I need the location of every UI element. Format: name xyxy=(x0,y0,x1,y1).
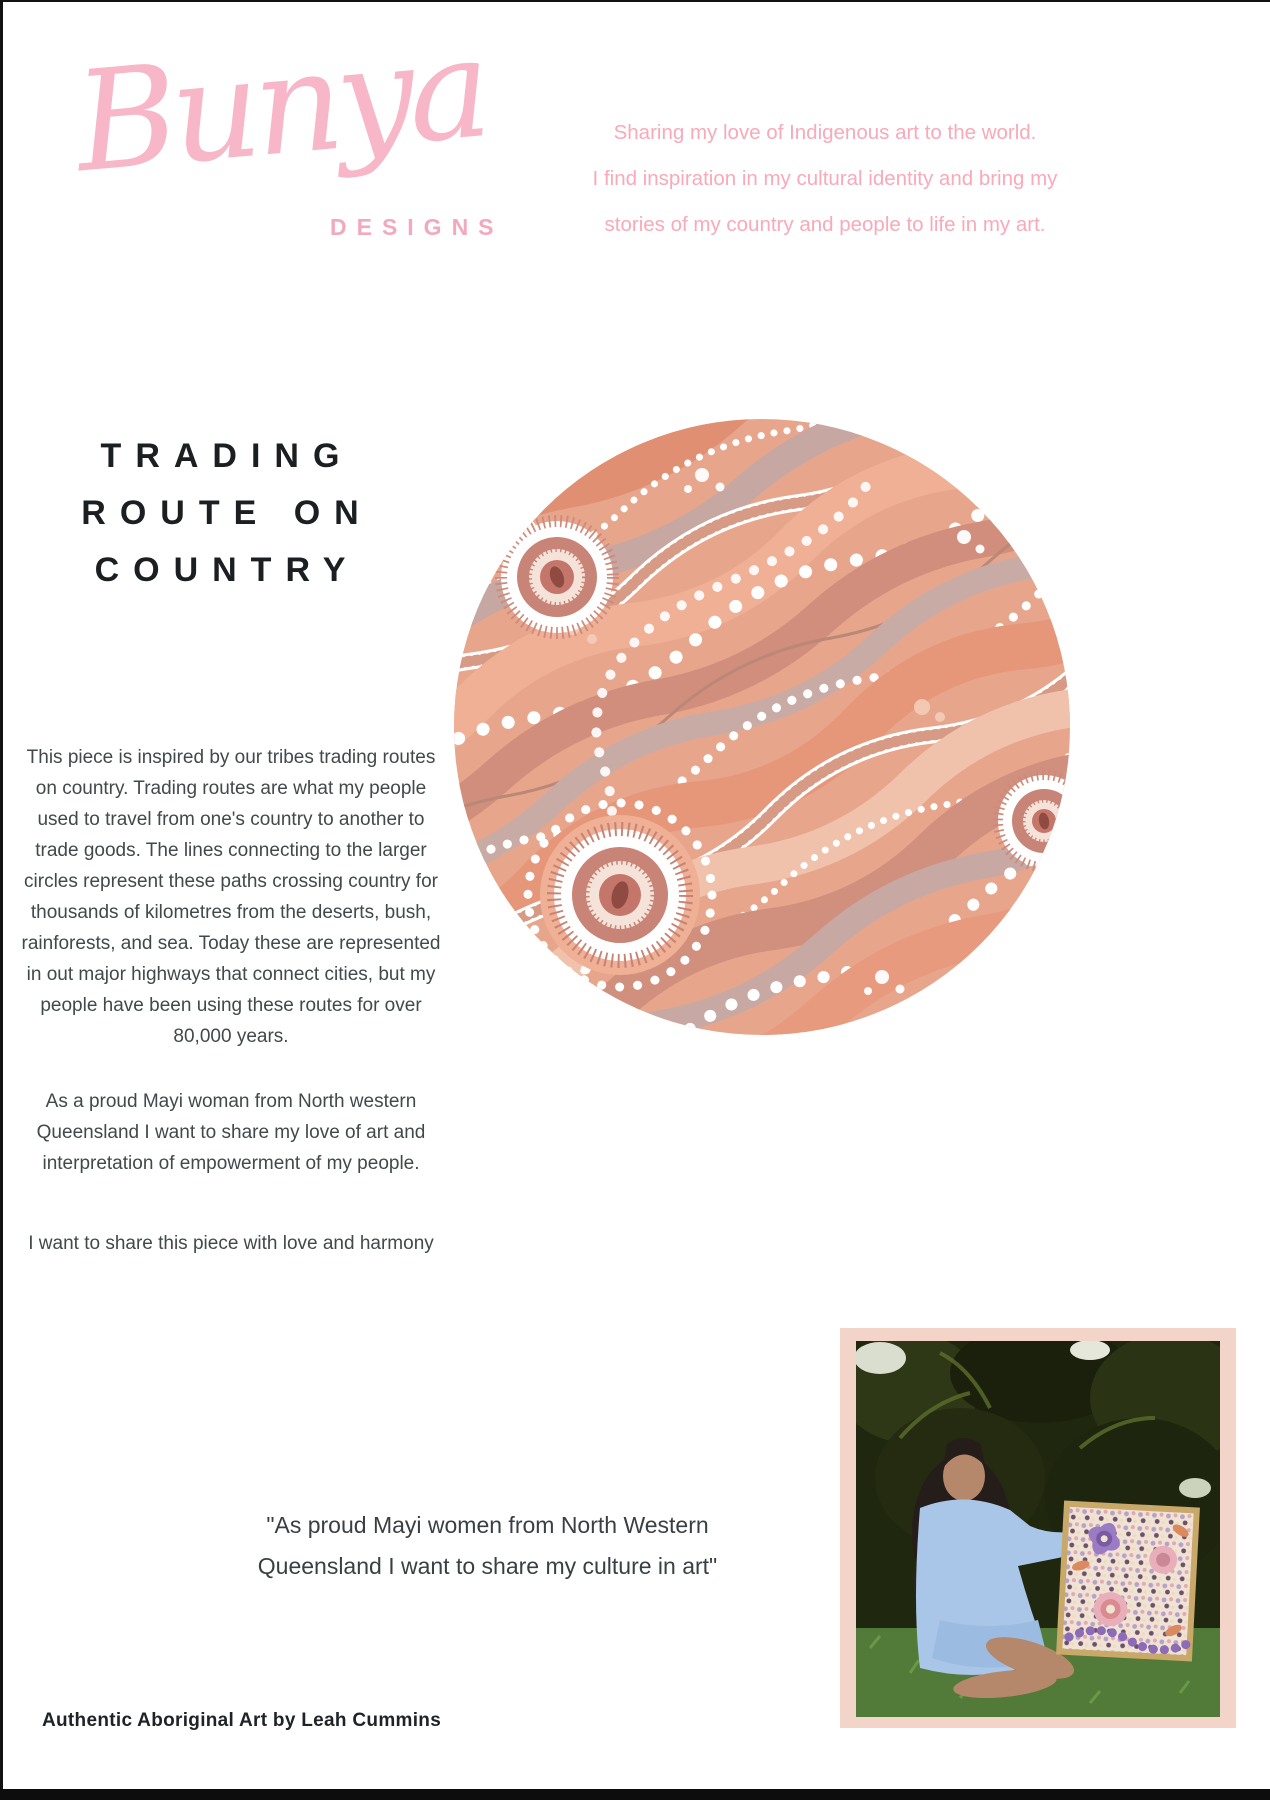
brand-logo: Bunya xyxy=(69,7,492,204)
artist-photo xyxy=(840,1328,1236,1728)
page-title-line: ROUTE ON xyxy=(81,494,373,532)
article-paragraph-1: This piece is inspired by our tribes trading routes on country. Trading routes are what my people used to travel from one's country to another to trade goods. The lines connecting to the larger circles represent these paths crossing country for thousands of kilometres from the deserts, bush, rainforests, and sea. Today these are represented in out major highways that connect cities, but my people have been using these routes for over 80,000 years. xyxy=(21,747,441,1047)
top-border-line xyxy=(0,0,1270,2)
artwork-image xyxy=(452,417,1072,1037)
circular-dot-painting xyxy=(452,417,1072,1037)
left-border-line xyxy=(0,0,3,1800)
bottom-black-bar xyxy=(0,1789,1270,1800)
artist-quote: "As proud Mayi women from North Western Queensland I want to share my culture in art" xyxy=(257,1512,718,1579)
page-title-line: TRADING xyxy=(100,437,354,475)
brand-tagline xyxy=(565,110,1085,248)
page-title xyxy=(60,428,394,599)
article-paragraph-2: As a proud Mayi woman from North western Queensland I want to share my love of art and interpretation of empowerment of my people. xyxy=(36,1091,426,1174)
rosette-lower-middle xyxy=(528,803,712,987)
page-title-line: COUNTRY xyxy=(94,551,360,589)
tagline-line: Sharing my love of Indigenous art to the world. xyxy=(613,121,1037,144)
tagline-line: I find inspiration in my cultural identity and bring my xyxy=(592,167,1058,190)
article-paragraph-3: I want to share this piece with love and harmony xyxy=(28,1233,434,1254)
rosette-upper-left xyxy=(501,521,613,633)
artist-photo-frame xyxy=(840,1328,1236,1728)
footer-credit: Authentic Aboriginal Art by Leah Cummins xyxy=(42,1710,442,1731)
tagline-line: stories of my country and people to life in my art. xyxy=(604,213,1046,236)
brand-subtitle: DESIGNS xyxy=(330,214,504,240)
